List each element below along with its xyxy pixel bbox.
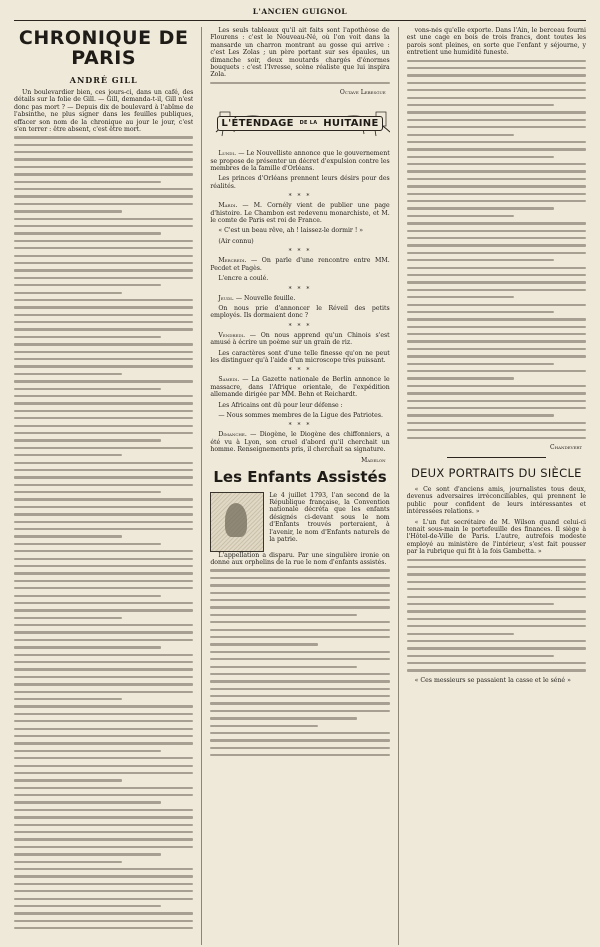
text-line: [14, 565, 193, 567]
text-line: [14, 676, 193, 678]
article-signature: Octave Lebesgue: [339, 89, 386, 97]
text-line: [14, 890, 193, 892]
text-line: [14, 269, 193, 271]
text-line: [407, 89, 586, 91]
text-line: [407, 74, 586, 76]
text-line: [14, 498, 193, 500]
text-line: [14, 299, 193, 301]
text-line: [407, 215, 515, 217]
text-line: [407, 244, 586, 246]
text-line: [14, 343, 193, 345]
text-line: [14, 336, 161, 338]
text-line: [14, 476, 193, 478]
text-line: [14, 624, 193, 626]
text-line: [407, 647, 586, 649]
text-line: [407, 104, 554, 106]
text-line: [407, 588, 586, 590]
text-line: [407, 193, 586, 195]
text-line: [407, 414, 554, 416]
text-line: [14, 240, 193, 242]
text-line: [14, 321, 193, 323]
text-line: [210, 606, 389, 608]
huitaine-entry-samedi: [210, 376, 389, 398]
text-line: [14, 654, 193, 656]
banner-label: [217, 116, 382, 131]
entry-text: — Diogène, le Diogène des chiffonniers, a été vu à Lyon, son cruel d'abord qu'il cherchait un homme. Renseignements pris, il cherchait sa signature.: [210, 431, 390, 454]
entry-day: Mardi.: [218, 202, 238, 210]
text-line: [14, 373, 122, 375]
section-title-chronique: CHRONIQUE DE PARIS: [18, 27, 189, 69]
text-line: [407, 318, 586, 320]
text-line: [407, 581, 586, 583]
text-line: [14, 358, 193, 360]
text-line: [210, 577, 389, 579]
text-line: [407, 340, 586, 342]
text-line: [14, 402, 193, 404]
entry-day: Jeudi.: [218, 294, 234, 302]
article-paragraph: Le 4 juillet 1793, l'an second de la République française, la Convention nationale décréta que les enfants désignés ci-devant sous le nom d'Enfants trouvés porteraient, à l'avenir, le nom d'Enfants naturels de la patrie.: [269, 491, 390, 544]
text-line: [407, 111, 586, 113]
text-line: [210, 82, 389, 84]
text-line: [14, 661, 193, 663]
text-line: [14, 210, 122, 212]
text-line: [14, 388, 161, 390]
text-line: [210, 732, 389, 734]
huitaine-note: Les Africains ont dû pour leur défense :: [218, 401, 343, 409]
text-line: [14, 713, 193, 715]
entry-text: — Le Nouvelliste annonce que le gouvernement se propose de présenter un décret d'expulsion contre les membres de la famille d'Orléans.: [210, 150, 390, 173]
text-line: [14, 580, 193, 582]
text-line: [407, 178, 586, 180]
text-line: [14, 875, 193, 877]
text-line: [210, 688, 389, 690]
text-line: [14, 683, 193, 685]
text-line: [14, 572, 193, 574]
article-author: ANDRÉ GILL: [69, 74, 138, 85]
text-line: [14, 365, 193, 367]
text-line: [210, 584, 389, 586]
text-line: [14, 136, 193, 138]
text-line: [407, 82, 586, 84]
text-line: [210, 739, 389, 741]
text-line: [407, 370, 586, 372]
entry-text: — On nous apprend qu'un Chinois s'est amusé à écrire un poème sur un grain de riz.: [210, 331, 390, 347]
text-line: [14, 787, 193, 789]
text-line: [14, 395, 193, 397]
text-line: [407, 230, 586, 232]
text-line: [14, 432, 193, 434]
text-line: [14, 905, 161, 907]
huitaine-entry-jeudi: [210, 295, 389, 302]
text-line: [14, 742, 193, 744]
text-line: [210, 754, 389, 756]
text-line: [407, 289, 586, 291]
text-line: [14, 484, 193, 486]
text-line: [14, 195, 193, 197]
text-line: [14, 232, 161, 234]
huitaine-note: Les princes d'Orléans prennent leurs désirs pour des réalités.: [210, 175, 390, 190]
text-line: [407, 237, 586, 239]
text-line: [407, 252, 586, 254]
text-line: [407, 573, 586, 575]
entry-day: Dimanche.: [218, 431, 247, 439]
text-line: [14, 491, 161, 493]
text-line: [407, 633, 515, 635]
text-line: [210, 621, 389, 623]
huitaine-entry-lundi: [210, 150, 389, 172]
text-line: [14, 262, 193, 264]
text-line: [407, 437, 586, 439]
text-line: [14, 462, 193, 464]
text-line: [14, 469, 193, 471]
text-line: [14, 698, 122, 700]
entry-text: — La Gazette nationale de Berlin annonce le massacre, dans l'Afrique orientale, de l'expédition allemande dirigée par MM. Behn et Reichardt.: [210, 376, 390, 399]
text-line: [14, 351, 193, 353]
text-line: [14, 166, 193, 168]
text-line: [14, 898, 193, 900]
text-line: [407, 392, 586, 394]
text-line: [14, 188, 193, 190]
text-line: [407, 400, 586, 402]
article-paragraph: Un boulevardier bien, ces jours-ci, dans un café, des détails sur la folie de Gill. — Gill, demanda-t-il, Gill n'est donc pas mort ? — Depuis dix de boulevard à l'abîme de l'absinthe, ne plus signer dans les feuilles publiques, effacer son nom de la chronique au jour le jour, c'est s'en terrer : être absent, c'est être mort.: [14, 88, 194, 133]
text-line: [407, 429, 586, 431]
text-line: [407, 170, 586, 172]
text-line: [407, 274, 586, 276]
article-paragraph: « Ces messieurs se passaient la casse et le séné »: [414, 676, 571, 684]
huitaine-entry-mercredi: [210, 257, 389, 272]
text-line: [407, 355, 586, 357]
text-line: [14, 292, 122, 294]
column-rule: [398, 27, 399, 945]
huitaine-entry-vendredi: [210, 332, 389, 347]
text-line: [407, 655, 554, 657]
article-text-block: [14, 136, 193, 929]
text-line: [210, 651, 389, 653]
text-line: [14, 255, 193, 257]
article-signature: Chandevert: [550, 443, 583, 451]
text-line: [407, 97, 586, 99]
text-line: [407, 348, 586, 350]
text-line: [14, 846, 193, 848]
text-line: [407, 222, 586, 224]
huitaine-note: On nous prie d'annoncer le Réveil des petits employés. Ils dormaient donc ?: [210, 304, 390, 320]
text-line: [210, 614, 357, 616]
text-line: [407, 407, 586, 409]
text-line: [407, 148, 586, 150]
text-line: [14, 809, 193, 811]
text-line: [14, 794, 193, 796]
text-line: [407, 669, 586, 671]
text-line: [14, 868, 193, 870]
text-line: [14, 631, 193, 633]
text-line: [14, 314, 193, 316]
text-line: [14, 550, 193, 552]
entry-day: Mercredi.: [218, 257, 247, 265]
text-line: [407, 377, 515, 379]
text-line: [14, 247, 193, 249]
text-line: [14, 609, 193, 611]
huitaine-entry-mardi: [210, 202, 389, 224]
huitaine-note: L'encre a coulé.: [218, 275, 269, 283]
huitaine-note: Les caractères sont d'une telle finesse qu'on ne peut les distinguer qu'à l'aide d'un microscope très puissant.: [210, 349, 390, 364]
text-line: [210, 710, 389, 712]
text-line: [14, 173, 193, 175]
text-line: [407, 296, 515, 298]
text-line: [14, 439, 161, 441]
text-line: [407, 326, 586, 328]
text-line: [210, 592, 389, 594]
text-line: [407, 603, 554, 605]
text-line: [210, 569, 389, 571]
column-1: [14, 27, 193, 945]
text-line: [14, 528, 193, 530]
text-line: [14, 543, 161, 545]
text-line: [14, 447, 193, 449]
text-line: [14, 831, 193, 833]
text-line: [407, 618, 586, 620]
column-3: [407, 27, 586, 945]
text-line: [407, 610, 586, 612]
huitaine-attribution: (Air connu): [218, 237, 254, 245]
text-line: [14, 617, 122, 619]
text-line: [14, 521, 193, 523]
article-paragraph: L'appellation a disparu. Par une singulière ironie on donne aux orphelins de la rue le nom d'enfants assistés.: [210, 551, 390, 567]
text-line: [14, 691, 193, 693]
text-line: [407, 259, 554, 261]
entry-day: Samedi.: [218, 376, 240, 384]
text-line: [14, 144, 193, 146]
article-paragraph: « Ce sont d'anciens amis, journalistes tous deux, devenus adversaires irréconciliables, qui prennent le public pour confident de leurs intéressantes et intéressées relations. »: [406, 485, 587, 516]
text-line: [210, 725, 318, 727]
text-line: [14, 757, 193, 759]
article-text-block: [210, 82, 389, 84]
text-line: [14, 720, 193, 722]
text-line: [210, 702, 389, 704]
banner-word-right: HUITAINE: [323, 117, 379, 129]
text-line: [14, 646, 161, 648]
huitaine-note: — Nous sommes membres de la Ligue des Patriotes.: [218, 411, 383, 419]
text-line: [210, 666, 357, 668]
engraving-illustration: [210, 492, 264, 552]
text-line: [210, 629, 389, 631]
text-line: [14, 306, 193, 308]
text-line: [14, 779, 122, 781]
text-line: [407, 596, 586, 598]
text-line: [14, 181, 161, 183]
text-line: [14, 728, 193, 730]
star-separator: * * *: [288, 285, 312, 293]
text-line: [407, 363, 554, 365]
text-line: [14, 602, 193, 604]
banner-word-left: L'ÉTENDAGE: [221, 117, 294, 129]
text-line: [407, 559, 586, 561]
article-paragraph: « L'un fut secrétaire de M. Wilson quand celui-ci tenait sous-main le portefeuille des finances. Il siège à l'Hôtel-de-Ville de Paris. L'autre, autrefois modeste employé au ministère de l'intérieur, s'est fait pousser par la rubrique qui fit à la fois Gambetta. »: [406, 518, 587, 556]
entry-text: — On parle d'une rencontre entre MM. Pecdet et Pagès.: [210, 257, 390, 272]
star-separator: * * *: [288, 248, 312, 256]
text-line: [14, 380, 193, 382]
text-line: [14, 151, 193, 153]
huitaine-quote: « C'est un beau rêve, ah ! laissez-le dormir ! »: [218, 227, 364, 235]
text-line: [407, 640, 586, 642]
star-separator: * * *: [288, 422, 312, 430]
text-line: [210, 747, 389, 749]
text-line: [14, 284, 161, 286]
text-line: [407, 200, 586, 202]
text-line: [14, 639, 193, 641]
text-line: [407, 126, 586, 128]
text-line: [407, 422, 586, 424]
article-paragraph: vons-nés qu'elle exporte. Dans l'Ain, le berceau fourni est une cage en bois de trois francs, dont toutes les parois sont pleines, en sorte que l'enfant y séjourne, y entretient une humidité funeste.: [406, 27, 587, 57]
text-line: [210, 717, 357, 719]
text-line: [407, 385, 586, 387]
text-line: [14, 218, 193, 220]
assistes-lead: [210, 492, 389, 552]
text-line: [14, 927, 193, 929]
article-text-block: [407, 60, 586, 439]
entry-day: Lundi.: [218, 150, 237, 158]
text-line: [407, 625, 586, 627]
text-line: [407, 119, 586, 121]
text-line: [14, 824, 193, 826]
text-line: [407, 304, 586, 306]
text-line: [14, 920, 193, 922]
running-title: L'ANCIEN GUIGNOL: [252, 6, 348, 16]
text-line: [210, 643, 318, 645]
text-line: [210, 599, 389, 601]
text-line: [14, 225, 193, 227]
text-line: [14, 558, 193, 560]
text-line: [14, 158, 193, 160]
text-line: [14, 587, 193, 589]
text-line: [407, 662, 586, 664]
article-paragraph: Les seuls tableaux qu'il ait faits sont l'apothéose de Flourens : c'est le Nouveau-Né, où l'on voit dans la mansarde un charron montrant au gosse qui arrive : c'est Les Zolas ; un père portant sur ses épaules, un dimanche soir, deux moutards chargés d'énormes bouquets : c'est l'Ivresse, scène réaliste que lui inspira Zola.: [210, 27, 390, 79]
text-line: [407, 185, 586, 187]
text-line: [14, 203, 193, 205]
text-line: [14, 801, 161, 803]
text-line: [14, 328, 193, 330]
text-line: [14, 765, 193, 767]
column-rule: [201, 27, 202, 945]
text-line: [407, 67, 586, 69]
section-title-portraits: DEUX PORTRAITS DU SIÈCLE: [410, 465, 582, 480]
text-line: [14, 417, 193, 419]
text-line: [210, 658, 389, 660]
text-line: [407, 566, 586, 568]
text-line: [407, 267, 586, 269]
text-line: [407, 141, 586, 143]
text-line: [14, 454, 122, 456]
text-line: [14, 425, 193, 427]
huitaine-entry-dimanche: [210, 431, 389, 453]
huitaine-banner: [212, 102, 387, 144]
text-line: [14, 750, 161, 752]
text-line: [14, 595, 161, 597]
text-line: [14, 772, 193, 774]
text-line: [407, 333, 586, 335]
text-line: [14, 535, 122, 537]
text-line: [14, 668, 193, 670]
text-line: [14, 277, 193, 279]
text-line: [407, 163, 586, 165]
text-line: [210, 695, 389, 697]
text-line: [210, 680, 389, 682]
text-line: [407, 60, 586, 62]
text-line: [407, 207, 554, 209]
banner-word-mid: DE LA: [299, 119, 318, 126]
column-2: [210, 27, 389, 945]
section-separator: [447, 457, 546, 458]
text-line: [407, 311, 554, 313]
text-line: [14, 816, 193, 818]
text-line: [407, 281, 586, 283]
star-separator: * * *: [288, 367, 312, 375]
text-line: [14, 506, 193, 508]
running-head: [14, 4, 586, 21]
text-line: [14, 861, 122, 863]
text-line: [407, 134, 515, 136]
text-line: [14, 883, 193, 885]
star-separator: * * *: [288, 322, 312, 330]
entry-text: — Nouvelle feuille.: [233, 294, 296, 302]
text-line: [14, 838, 193, 840]
text-line: [14, 853, 161, 855]
text-line: [14, 735, 193, 737]
text-line: [14, 513, 193, 515]
text-line: [210, 673, 389, 675]
entry-day: Vendredi.: [218, 331, 246, 339]
columns: [14, 27, 586, 945]
text-line: [14, 410, 193, 412]
entry-text: — M. Cornély vient de publier une page d'histoire. Le Chambon est redevenu monarchiste, et M. le comte de Paris est roi de France.: [210, 202, 390, 225]
article-signature: Madelon: [361, 456, 386, 464]
text-line: [14, 912, 193, 914]
text-line: [14, 705, 193, 707]
text-line: [407, 156, 554, 158]
article-text-block: [407, 559, 586, 672]
section-title-assistes: Les Enfants Assistés: [213, 467, 387, 486]
article-text-block: [210, 569, 389, 756]
text-line: [210, 636, 389, 638]
star-separator: * * *: [288, 193, 312, 201]
